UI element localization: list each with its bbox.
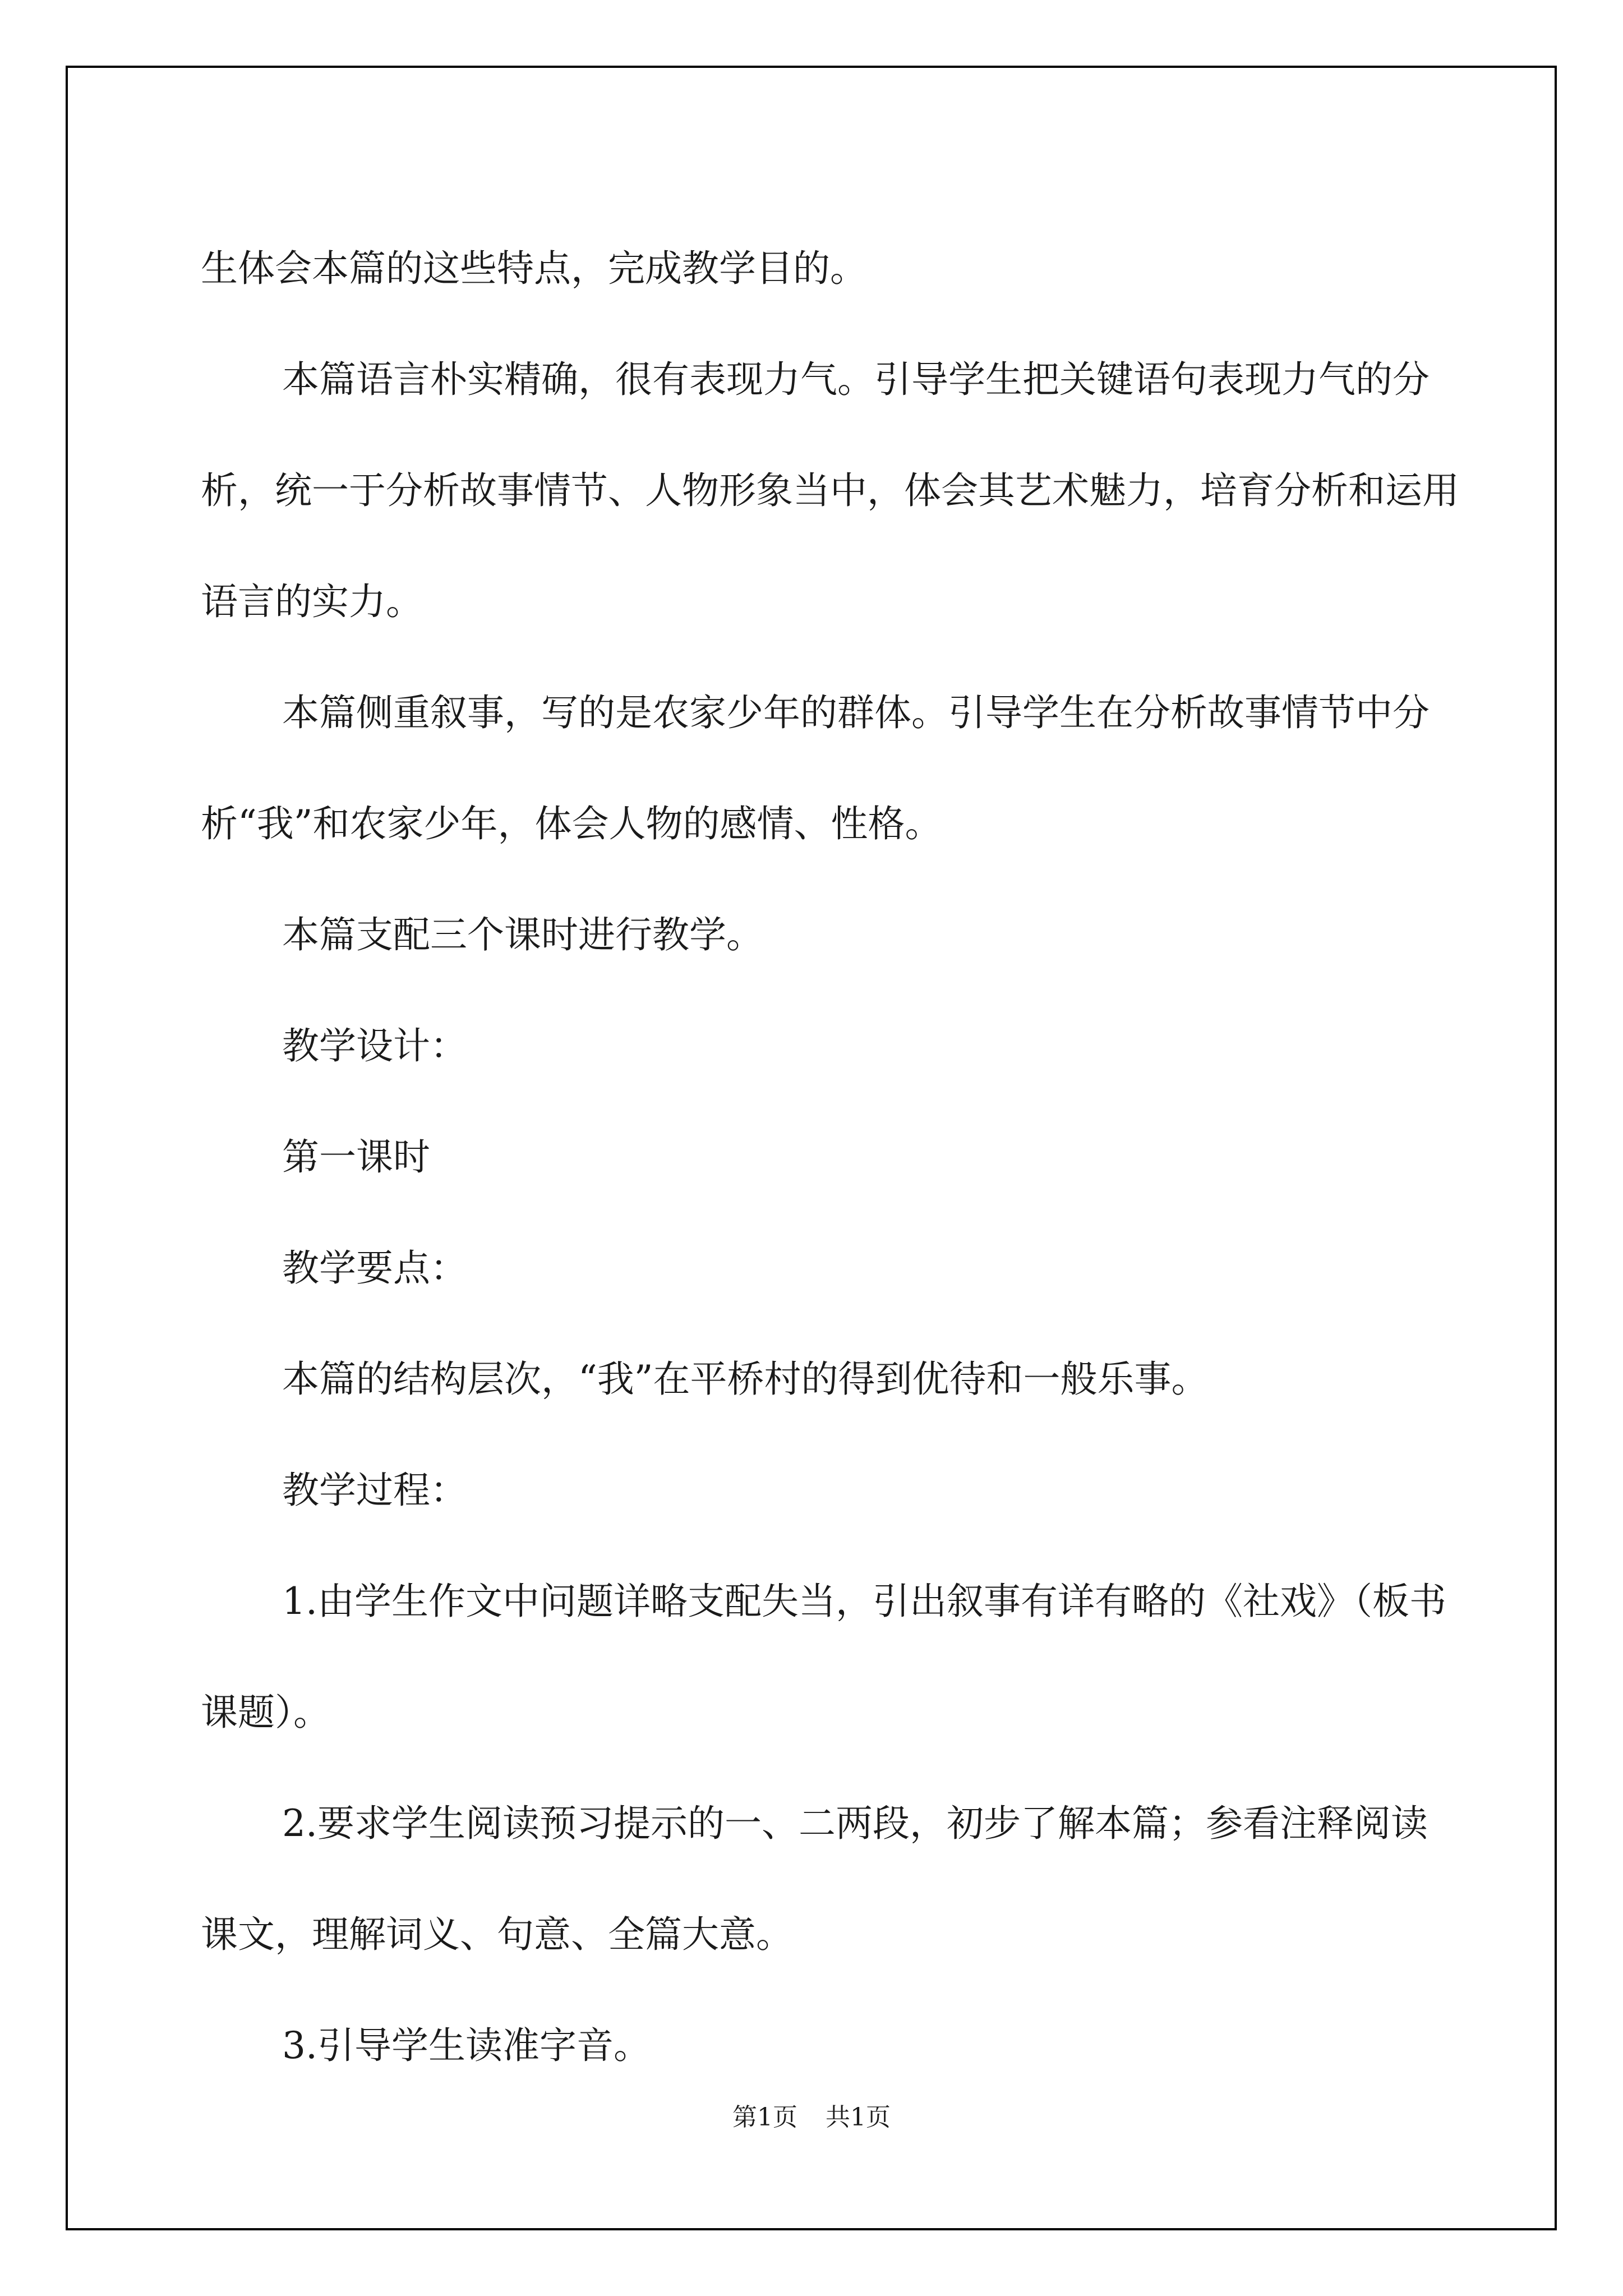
page-total: 共1页 [826, 2103, 891, 2132]
paragraph-4: 本篇支配三个课时进行教学。 [282, 913, 763, 956]
heading-teaching-points: 教学要点： [282, 1246, 467, 1290]
paragraph-1: 生体会本篇的这些特点，完成教学目的。 [201, 247, 867, 290]
heading-teaching-process: 教学过程： [282, 1469, 467, 1512]
heading-first-lesson: 第一课时 [282, 1135, 430, 1179]
page-number: 第1页 [732, 2103, 797, 2132]
step-3: 3.引导学生读准字音。 [282, 2024, 651, 2067]
paragraph-3: 本篇侧重叙事，写的是农家少年的群体。引导学生在分析故事情节中分析“我”和农家少年，体会人物的感情、性格。 [201, 691, 1430, 845]
paragraph-2: 本篇语言朴实精确，很有表现力气。引导学生把关键语句表现力气的分析，统一于分析故事情节、人物形象当中，体会其艺术魅力，培育分析和运用语言的实力。 [201, 358, 1459, 623]
step-2: 2.要求学生阅读预习提示的一、二两段，初步了解本篇；参看注释阅读课文，理解词义、句意、全篇大意。 [201, 1802, 1428, 1956]
page-footer [0, 2101, 1623, 2134]
heading-teaching-design: 教学设计： [282, 1024, 467, 1068]
document-body [201, 213, 1463, 2101]
step-1: 1.由学生作文中问题详略支配失当，引出叙事有详有略的《社戏》（板书课题）。 [201, 1580, 1446, 1734]
paragraph-8: 本篇的结构层次，“我”在平桥村的得到优待和一般乐事。 [282, 1358, 1209, 1401]
